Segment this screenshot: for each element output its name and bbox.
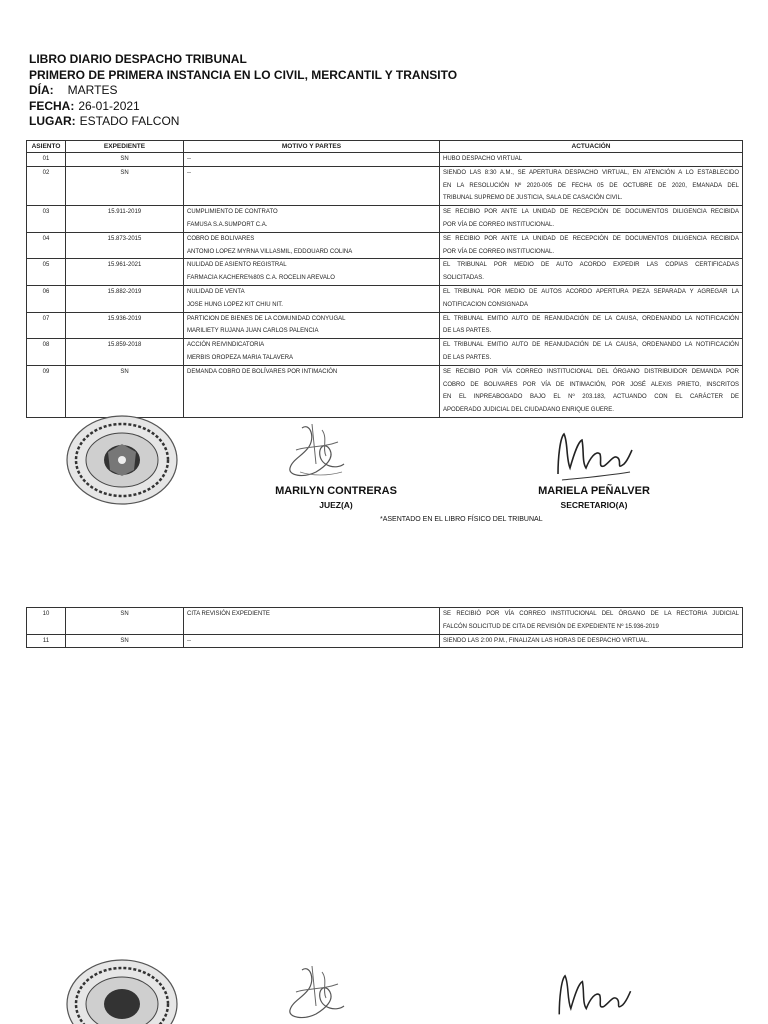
table-body [27, 153, 743, 418]
asiento-cell: 02 [27, 166, 66, 205]
table-row [27, 166, 743, 205]
asentado-note: *ASENTADO EN EL LIBRO FÍSICO DEL TRIBUNAL [380, 516, 543, 523]
expediente-cell: 15.961-2021 [66, 259, 184, 286]
actuacion-cell: EL TRIBUNAL POR MEDIO DE AUTOS ACORDO APERTURA PIEZA SEPARADA Y AGREGAR LA NOTIFICACION CONSIGNADA [440, 285, 743, 312]
despacho-table [26, 140, 743, 418]
motivo-cell: PARTICION DE BIENES DE LA COMUNIDAD CONYUGAL MARILIETY RUJANA JUAN CARLOS PALENCIA [184, 312, 440, 339]
asiento-cell: 09 [27, 365, 66, 417]
table-row [27, 232, 743, 259]
motivo-cell: -- [184, 166, 440, 205]
actuacion-cell: EL TRIBUNAL POR MEDIO DE AUTO ACORDO EXPEDIR LAS COPIAS CERTIFICADAS SOLICITADAS. [440, 259, 743, 286]
secretary-signature-icon [552, 970, 634, 1024]
fecha-field: FECHA: 26-01-2021 [29, 98, 140, 113]
motivo-cell: -- [184, 153, 440, 167]
judge-role: JUEZ(A) [319, 500, 353, 510]
secretary-role: SECRETARIO(A) [560, 500, 628, 510]
asiento-cell: 04 [27, 232, 66, 259]
motivo-cell: -- [184, 634, 440, 648]
table-row [27, 608, 743, 635]
judge-signature-icon [282, 962, 352, 1024]
actuacion-cell: SE RECIBIO POR ANTE LA UNIDAD DE RECEPCIÓN DE DOCUMENTOS DILIGENCIA RECIBIDA POR VÍA DE CORREO INSTITUCIONAL. [440, 206, 743, 233]
judge-signature-block [266, 485, 406, 510]
dia-field: DÍA: MARTES [29, 83, 118, 97]
court-seal-icon [64, 958, 180, 1024]
actuacion-cell: HUBO DESPACHO VIRTUAL [440, 153, 743, 167]
secretary-signature-block [522, 485, 666, 510]
judge-name: MARILYN CONTRERAS [275, 485, 397, 497]
expediente-cell: SN [66, 166, 184, 205]
secretary-name: MARIELA PEÑALVER [538, 485, 650, 497]
expediente-cell: 15.936-2019 [66, 312, 184, 339]
asiento-cell: 11 [27, 634, 66, 648]
title-line-1: LIBRO DIARIO DESPACHO TRIBUNAL [29, 52, 247, 66]
table-row [27, 312, 743, 339]
motivo-cell: ACCIÓN REIVINDICATORIA MERBIS OROPEZA MARIA TALAVERA [184, 339, 440, 366]
expediente-cell: 15.873-2015 [66, 232, 184, 259]
actuacion-cell: SE RECIBIO POR VÍA CORREO INSTITUCIONAL DEL ÓRGANO DISTRIBUIDOR DEMANDA POR COBRO DE BOLIVARES POR VÍA DE INTIMACIÓN, POR JOSÉ ALEXIS PRIETO, INSCRITOS EN EL INPREABOGADO BAJO EL Nº 203.183, ACTUANDO CON EL CARÁCTER DE APODERADO JUDICIAL DEL CIUDADANO ENRIQUE GUERE. [440, 365, 743, 417]
table-row [27, 365, 743, 417]
secretary-signature-icon [552, 428, 634, 484]
expediente-cell: 15.882-2019 [66, 285, 184, 312]
col-actuacion: ACTUACIÓN [440, 141, 743, 153]
asiento-cell: 06 [27, 285, 66, 312]
despacho-table-continued [26, 607, 743, 648]
title-line-2: PRIMERO DE PRIMERA INSTANCIA EN LO CIVIL, MERCANTIL Y TRANSITO [29, 67, 458, 82]
motivo-cell: NULIDAD DE ASIENTO REGISTRAL FARMACIA KACHERE%80S C.A. ROCELIN AREVALO [184, 259, 440, 286]
motivo-cell: CUMPLIMIENTO DE CONTRATO FAMUSA S.A.SUMPORT C.A. [184, 206, 440, 233]
table-row [27, 206, 743, 233]
col-expediente: EXPEDIENTE [66, 141, 184, 153]
motivo-cell: CITA REVISIÓN EXPEDIENTE [184, 608, 440, 635]
table-row [27, 634, 743, 648]
asiento-cell: 03 [27, 206, 66, 233]
motivo-cell: COBRO DE BOLIVARES ANTONIO LOPEZ MYRNA VILLASMIL, EDDOUARD COLINA [184, 232, 440, 259]
actuacion-cell: SE RECIBIO POR ANTE LA UNIDAD DE RECEPCIÓN DE DOCUMENTOS DILIGENCIA RECIBIDA POR VÍA DE CORREO INSTITUCIONAL. [440, 232, 743, 259]
table-row [27, 285, 743, 312]
expediente-cell: SN [66, 634, 184, 648]
document-header [29, 52, 457, 130]
table-header-row [27, 141, 743, 153]
asiento-cell: 07 [27, 312, 66, 339]
actuacion-cell: EL TRIBUNAL EMITIO AUTO DE REANUDACIÓN DE LA CAUSA, ORDENANDO LA NOTIFICACIÓN DE LAS PARTES. [440, 312, 743, 339]
asiento-cell: 08 [27, 339, 66, 366]
table-body-continued [27, 608, 743, 648]
lugar-field: LUGAR: ESTADO FALCON [29, 114, 180, 128]
expediente-cell: 15.859-2018 [66, 339, 184, 366]
actuacion-cell: SIENDO LAS 2:00 P.M., FINALIZAN LAS HORAS DE DESPACHO VIRTUAL. [440, 634, 743, 648]
expediente-cell: SN [66, 608, 184, 635]
judge-signature-icon [282, 420, 352, 482]
asiento-cell: 10 [27, 608, 66, 635]
motivo-cell: NULIDAD DE VENTA JOSE HUNG LOPEZ KIT CHIU NIT. [184, 285, 440, 312]
table-row [27, 153, 743, 167]
motivo-cell: DEMANDA COBRO DE BOLÍVARES POR INTIMACIÓN [184, 365, 440, 417]
asiento-cell: 01 [27, 153, 66, 167]
expediente-cell: SN [66, 153, 184, 167]
actuacion-cell: SIENDO LAS 8:30 A.M., SE APERTURA DESPACHO VIRTUAL, EN ATENCIÓN A LO ESTABLECIDO EN LA RESOLUCIÓN Nº 2020-005 DE FECHA 05 DE OCTUBRE DE 2020, EMANADA DEL TRIBUNAL SUPREMO DE JUSTICIA, SALA DE CASACIÓN CIVIL. [440, 166, 743, 205]
table-row [27, 259, 743, 286]
actuacion-cell: EL TRIBUNAL EMITIO AUTO DE REANUDACIÓN DE LA CAUSA, ORDENANDO LA NOTIFICACIÓN DE LAS PARTES. [440, 339, 743, 366]
actuacion-cell: SE RECIBIÓ POR VÍA CORREO INSTITUCIONAL DEL ÓRGANO DE LA RECTORIA JUDICIAL FALCÓN SOLICITUD DE CITA DE REVISIÓN DE EXPEDIENTE Nº 15.936-2019 [440, 608, 743, 635]
col-asiento: ASIENTO [27, 141, 66, 153]
col-motivo: MOTIVO Y PARTES [184, 141, 440, 153]
expediente-cell: SN [66, 365, 184, 417]
court-seal-icon [64, 414, 180, 506]
expediente-cell: 15.911-2019 [66, 206, 184, 233]
table-row [27, 339, 743, 366]
asiento-cell: 05 [27, 259, 66, 286]
